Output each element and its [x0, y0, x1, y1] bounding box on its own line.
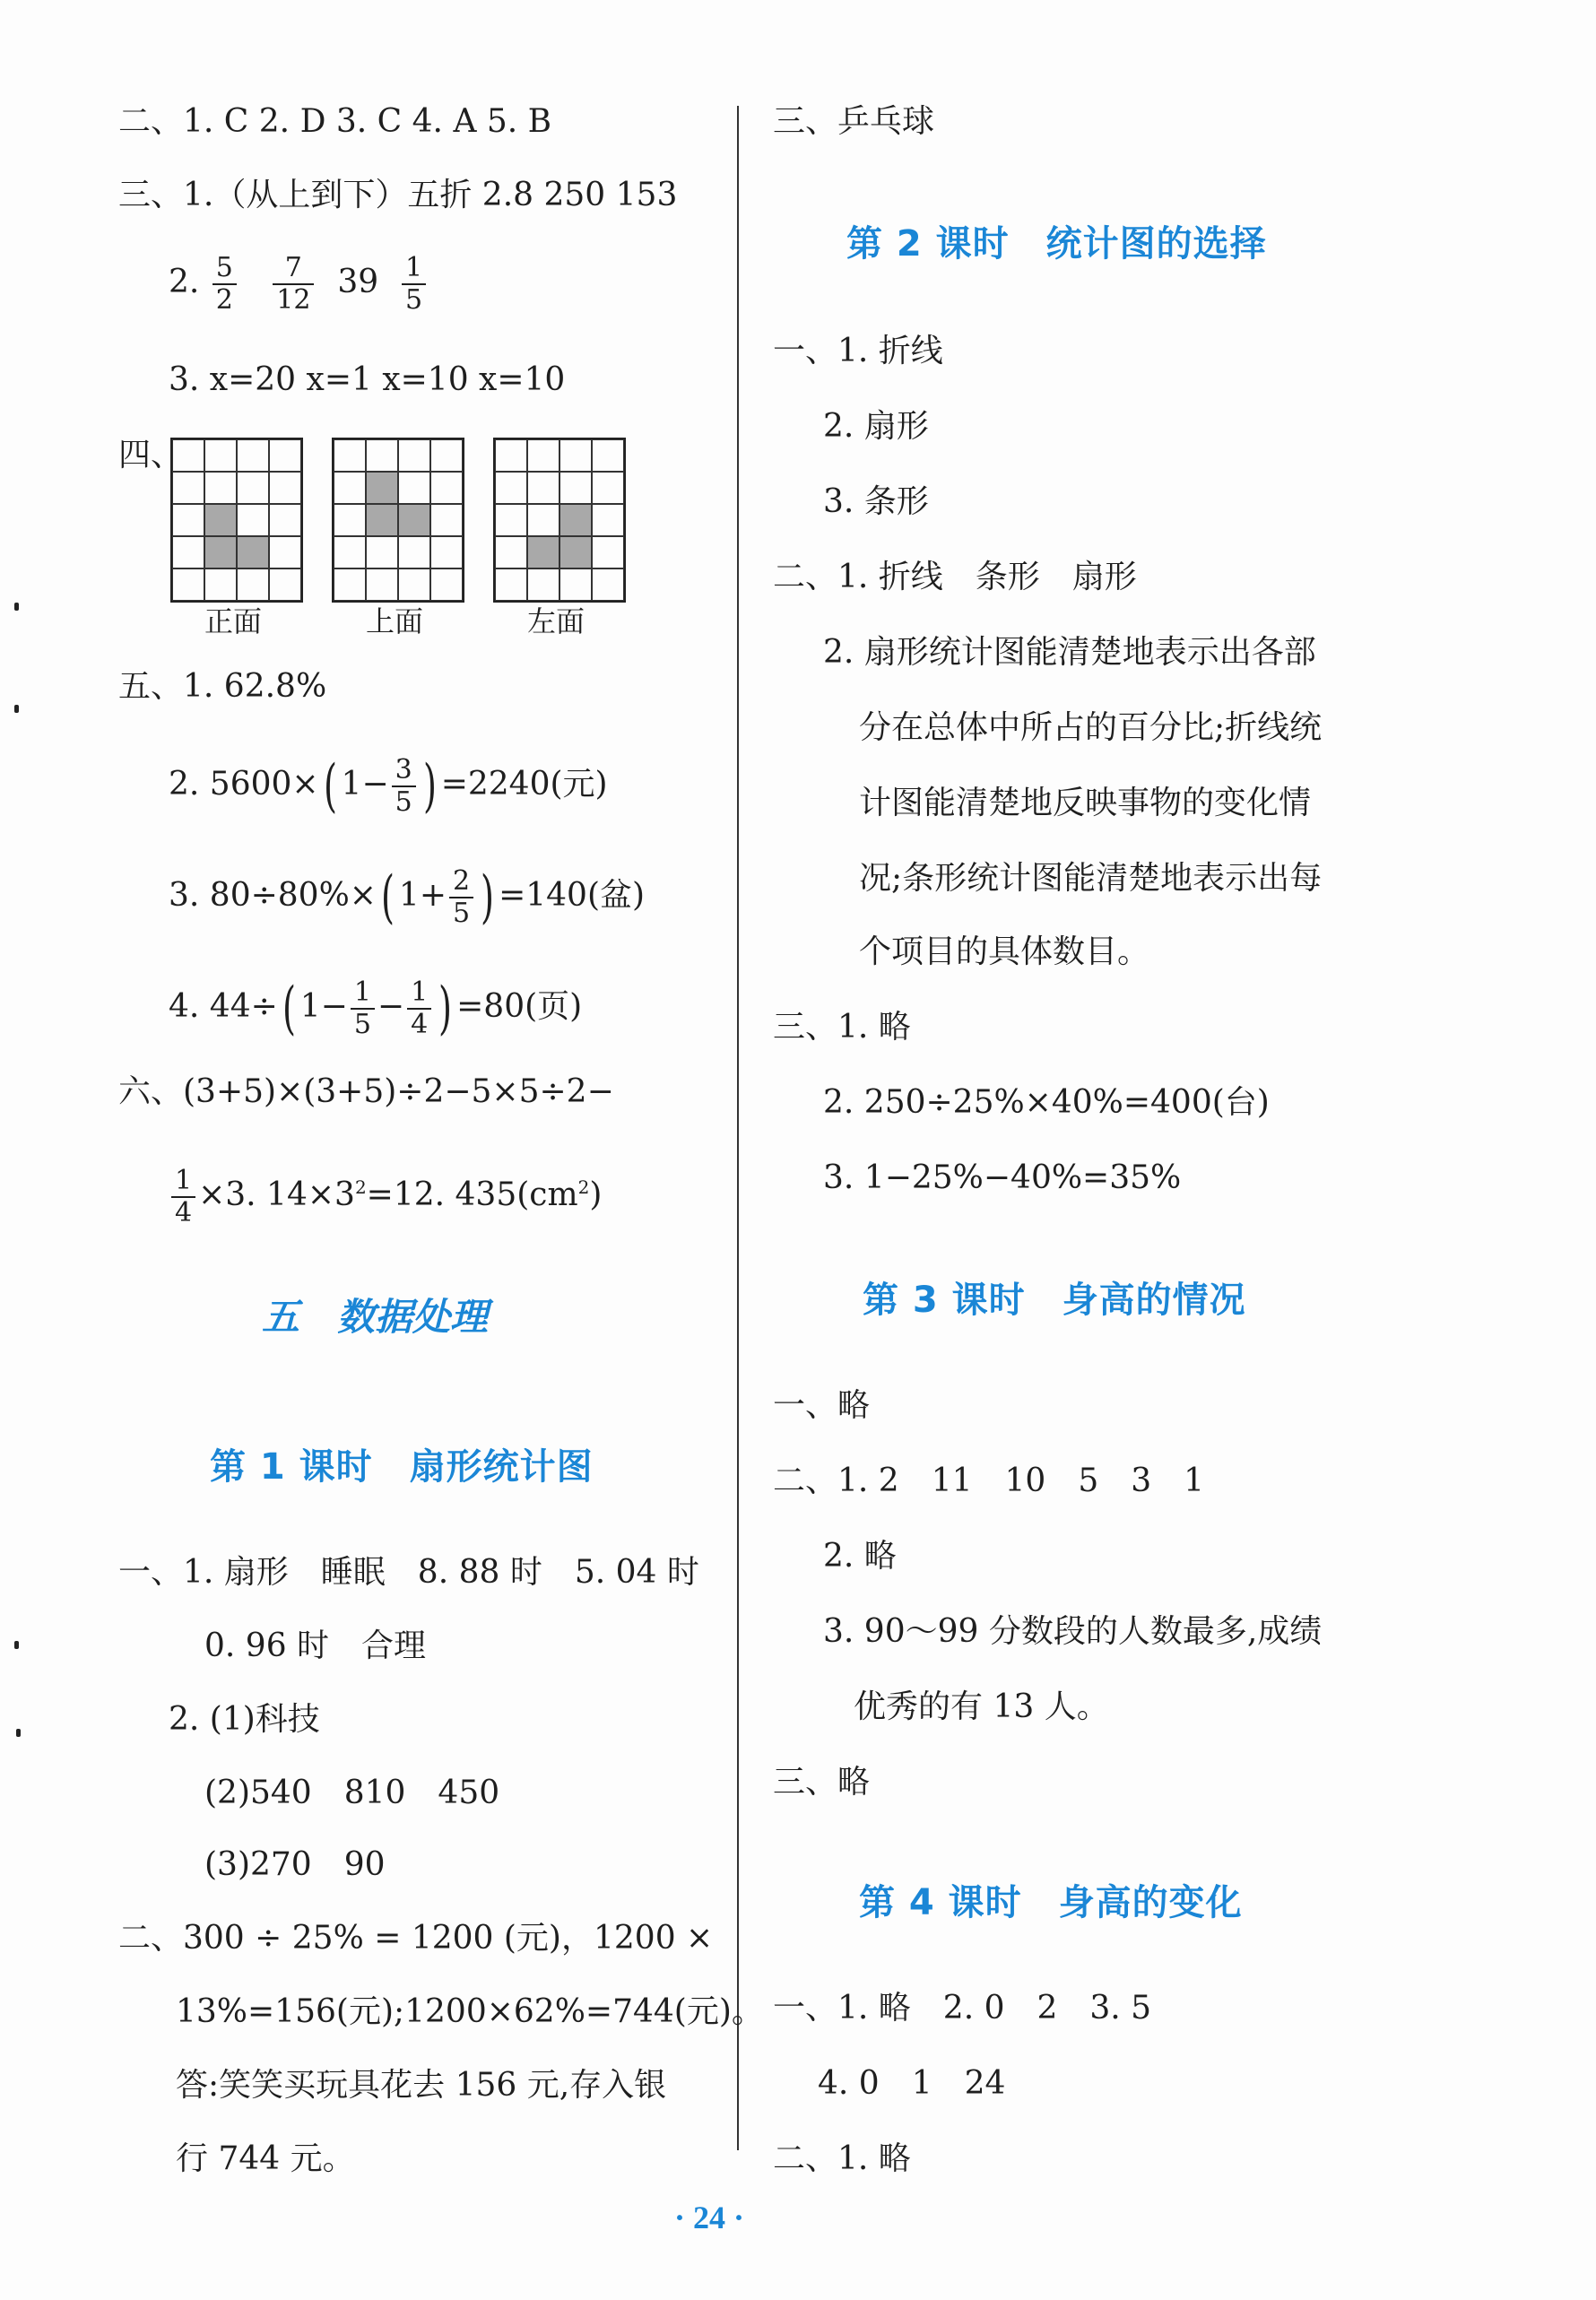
- answer-line: 三、略: [773, 1764, 871, 1801]
- margin-mark: [14, 603, 19, 611]
- answer-line: (3)270 90: [204, 1846, 386, 1883]
- answer-line: 二、1. 折线 条形 扇形: [773, 559, 1137, 595]
- answer-line: 2. 略: [823, 1538, 897, 1575]
- answer-line: 13%=156(元);1200×62%=744(元)。: [176, 1993, 764, 2030]
- answer-line: 五、1. 62.8%: [118, 668, 327, 705]
- answer-line: 3. x=20 x=1 x=10 x=10: [169, 361, 566, 398]
- fraction: $\frac{1}{5}$: [402, 253, 426, 316]
- margin-mark: [16, 1729, 21, 1737]
- answer-line: 六、(3+5)×(3+5)÷2−5×5÷2−: [118, 1073, 614, 1110]
- answer-line: 答:笑笑买玩具花去 156 元,存入银: [176, 2067, 667, 2104]
- answer-line: (2)540 810 450: [204, 1775, 500, 1811]
- question-label: 四、: [118, 437, 184, 473]
- view-label-front: 正面: [204, 604, 263, 638]
- page-number: · 24 ·: [674, 2200, 745, 2235]
- answer-line: 三、1.（从上到下）五折 2.8 250 153: [118, 177, 678, 213]
- fraction: $\frac{5}{2}$: [213, 253, 237, 316]
- front-view-grid: [170, 438, 303, 603]
- answer-line: 一、略: [773, 1387, 871, 1424]
- section-title: 第 1 课时 扇形统计图: [210, 1446, 594, 1488]
- answer-line: 个项目的具体数目。: [859, 933, 1150, 970]
- answer-line: 三、乒乓球: [773, 103, 935, 140]
- section-title: 第 3 课时 身高的情况: [863, 1280, 1246, 1321]
- answer-line: 2. 扇形: [823, 408, 929, 445]
- answer-line: 一、1. 折线: [773, 333, 943, 369]
- section-title: 第 4 课时 身高的变化: [859, 1882, 1243, 1923]
- left-view-grid: [493, 438, 626, 603]
- answer-line: 2. 250÷25%×40%=400(台): [823, 1084, 1270, 1121]
- answer-line: 计图能清楚地反映事物的变化情: [859, 785, 1312, 821]
- answer-line: 2. 扇形统计图能清楚地表示出各部: [823, 634, 1316, 671]
- answer-line: 二、1. 略: [773, 2140, 911, 2177]
- answer-line: 3. 90～99 分数段的人数最多,成绩: [823, 1613, 1323, 1650]
- answer-line: 一、1. 略 2. 0 2 3. 5: [773, 1990, 1152, 2027]
- view-label-left: 左面: [527, 604, 585, 638]
- answer-line-formula: $\frac{1}{4}$ ×3. $14\times 3^2=12$. $435(cm^2)$: [169, 1166, 602, 1228]
- answer-line-fractions: 2. $\frac{5}{2}$ $\frac{7}{12}$ 39 $\frac{1}{5}$: [169, 253, 429, 316]
- answer-line: 况;条形统计图能清楚地表示出每: [859, 860, 1323, 897]
- answer-line: 优秀的有 13 人。: [854, 1688, 1109, 1725]
- top-view-grid: [332, 438, 464, 603]
- answer-line-formula: 4. 44÷( 1− $\frac{1}{5}$ − $\frac{1}{4}$ ) =80(页): [169, 976, 583, 1042]
- answer-line: 行 744 元。: [176, 2140, 355, 2177]
- answer-line-formula: 2. 5600×( 1− $\frac{3}{5}$ ) =2240(元): [169, 753, 608, 820]
- answer-line: 二、1. C 2. D 3. C 4. A 5. B: [118, 103, 552, 140]
- chapter-title: 五 数据处理: [262, 1295, 489, 1339]
- answer-line: 3. 条形: [823, 483, 929, 520]
- column-divider: [737, 106, 739, 2150]
- section-title: 第 2 课时 统计图的选择: [846, 223, 1267, 265]
- answer-line: 0. 96 时 合理: [204, 1627, 427, 1664]
- answer-line: 分在总体中所占的百分比;折线统: [859, 709, 1323, 746]
- answer-line: 二、300 ÷ 25% = 1200 (元)，1200 ×: [118, 1920, 714, 1957]
- answer-line: 4. 0 1 24: [818, 2065, 1006, 2102]
- answer-line: 二、1. 2 11 10 5 3 1: [773, 1462, 1205, 1499]
- margin-mark: [14, 1641, 19, 1649]
- fraction: $\frac{7}{12}$: [273, 253, 314, 316]
- answer-line-formula: 3. 80÷80%×( 1+ $\frac{2}{5}$ ) =140(盆): [169, 864, 646, 931]
- answer-line: 2. (1)科技: [169, 1701, 320, 1738]
- answer-line: 一、1. 扇形 睡眠 8. 88 时 5. 04 时: [118, 1554, 699, 1591]
- answer-line: 3. 1−25%−40%=35%: [823, 1159, 1182, 1196]
- answer-line: 三、1. 略: [773, 1009, 911, 1046]
- view-label-top: 上面: [366, 604, 424, 638]
- margin-mark: [14, 705, 19, 713]
